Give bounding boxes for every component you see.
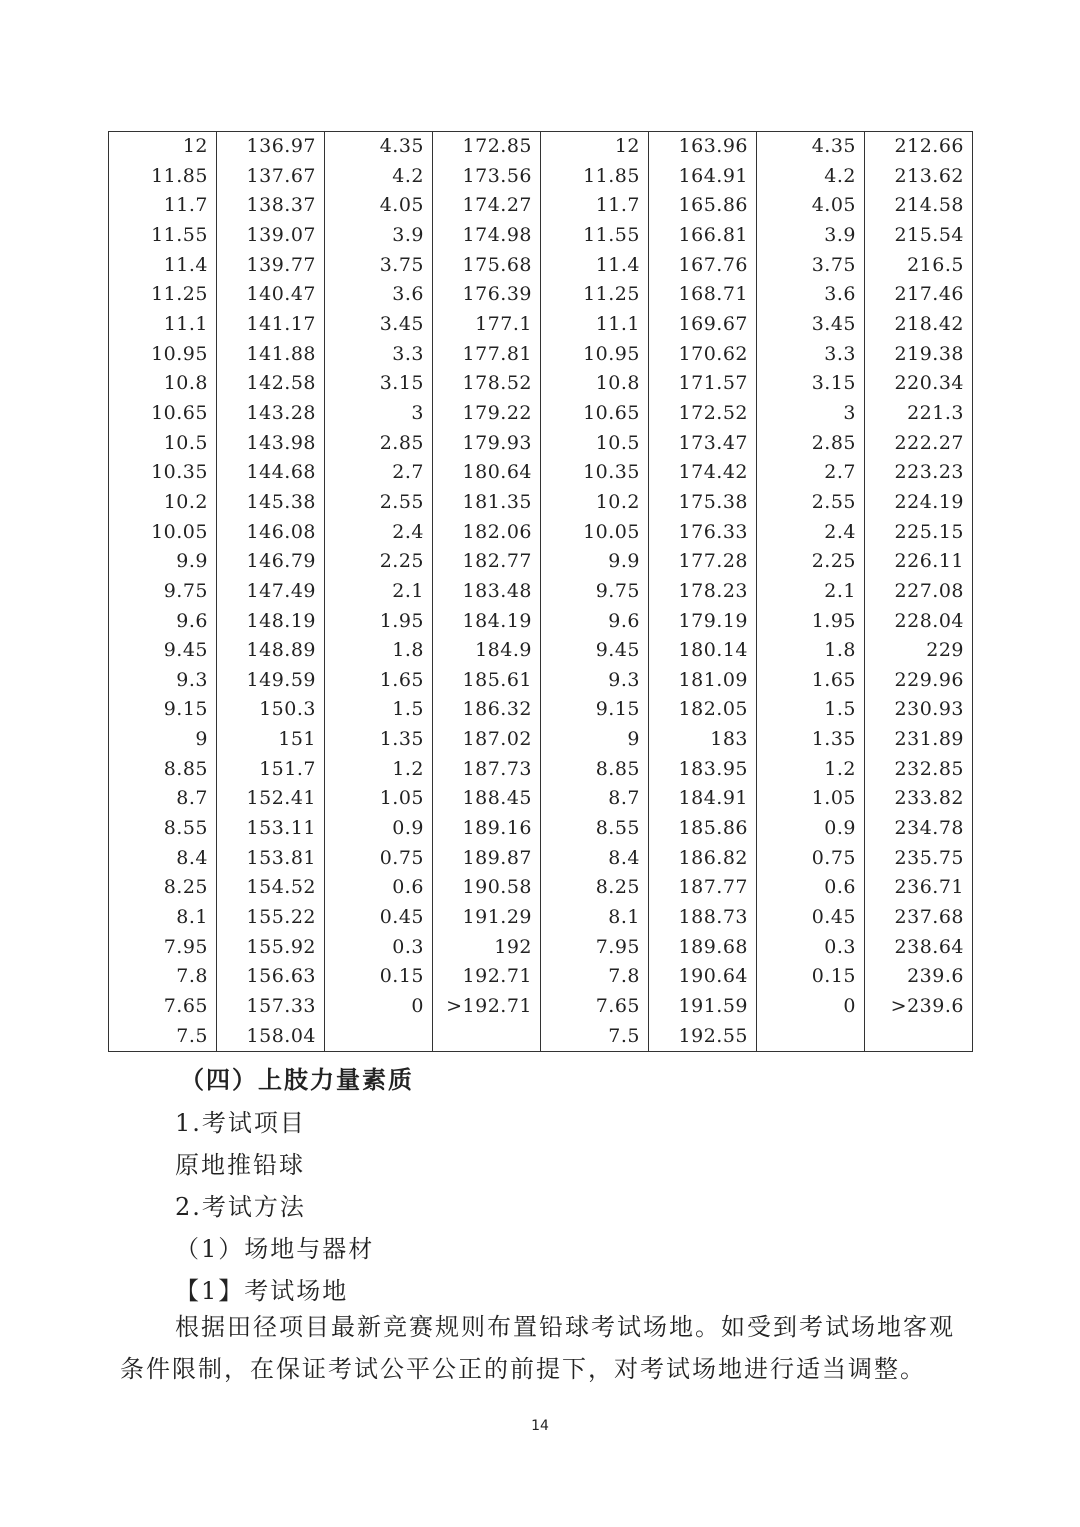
table-cell: 238.64 (865, 933, 973, 963)
table-cell: 10.65 (541, 399, 649, 429)
table-cell: 0.6 (757, 873, 865, 903)
table-cell: 189.16 (433, 814, 541, 844)
table-cell: 177.1 (433, 310, 541, 340)
table-cell: 2.7 (757, 458, 865, 488)
table-row (109, 458, 973, 488)
table-cell: 226.11 (865, 547, 973, 577)
table-cell: 8.7 (109, 784, 217, 814)
table-cell: 188.45 (433, 784, 541, 814)
table-cell: 187.02 (433, 725, 541, 755)
table-cell: 177.28 (649, 547, 757, 577)
table-cell: 7.65 (109, 992, 217, 1022)
table-cell: 3.75 (325, 251, 433, 281)
exam-method-title: 2.考试方法 (175, 1193, 306, 1221)
table-cell: 11.4 (541, 251, 649, 281)
table-cell: 215.54 (865, 221, 973, 251)
table-cell: 0.15 (325, 962, 433, 992)
table-cell: 3.15 (757, 369, 865, 399)
table-cell: 149.59 (217, 666, 325, 696)
table-cell: 182.05 (649, 695, 757, 725)
table-cell: 136.97 (217, 132, 325, 162)
table-cell: 143.98 (217, 429, 325, 459)
table-row (109, 695, 973, 725)
page-number: 14 (531, 1418, 549, 1434)
table-cell: 10.2 (541, 488, 649, 518)
table-cell: 0.3 (325, 933, 433, 963)
table-row (109, 162, 973, 192)
table-cell: 1.2 (757, 755, 865, 785)
table-cell: 10.05 (109, 518, 217, 548)
table-cell: 233.82 (865, 784, 973, 814)
table-cell: 174.98 (433, 221, 541, 251)
table-cell: 11.1 (541, 310, 649, 340)
table-cell: 144.68 (217, 458, 325, 488)
table-cell: 179.22 (433, 399, 541, 429)
exam-item-content: 原地推铅球 (175, 1151, 305, 1179)
table-cell: 167.76 (649, 251, 757, 281)
table-cell: 7.8 (109, 962, 217, 992)
table-cell: 191.59 (649, 992, 757, 1022)
table-cell: 7.5 (109, 1022, 217, 1052)
venue-paragraph: 根据田径项目最新竞赛规则布置铅球考试场地。如受到考试场地客观条件限制，在保证考试公平公正的前提下，对考试场地进行适当调整。 (120, 1313, 955, 1383)
table-cell: >239.6 (865, 992, 973, 1022)
table-cell: 236.71 (865, 873, 973, 903)
table-cell: 3.3 (757, 340, 865, 370)
table-cell: 179.19 (649, 607, 757, 637)
table-cell: 166.81 (649, 221, 757, 251)
table-row (109, 547, 973, 577)
table-cell: 9.9 (109, 547, 217, 577)
table-cell: 0.15 (757, 962, 865, 992)
table-cell: 0 (757, 992, 865, 1022)
table-cell: 11.25 (541, 280, 649, 310)
table-cell: 148.19 (217, 607, 325, 637)
table-cell: 2.55 (757, 488, 865, 518)
table-cell: 8.7 (541, 784, 649, 814)
table-cell: 187.77 (649, 873, 757, 903)
table-cell: 171.57 (649, 369, 757, 399)
table-cell: 150.3 (217, 695, 325, 725)
table-cell: 178.23 (649, 577, 757, 607)
table-cell: 8.85 (541, 755, 649, 785)
table-cell: 8.25 (541, 873, 649, 903)
table-cell: 11.85 (109, 162, 217, 192)
table-cell: 218.42 (865, 310, 973, 340)
table-cell: 0.9 (325, 814, 433, 844)
table-cell: 192 (433, 933, 541, 963)
table-cell: 1.5 (757, 695, 865, 725)
table-cell: 9.15 (541, 695, 649, 725)
table-cell: 184.19 (433, 607, 541, 637)
table-cell: 1.65 (757, 666, 865, 696)
table-cell: >192.71 (433, 992, 541, 1022)
venue-equipment-subtitle: （1）场地与器材 (175, 1235, 375, 1263)
table-cell: 11.55 (109, 221, 217, 251)
table-cell: 183.48 (433, 577, 541, 607)
table-cell: 186.32 (433, 695, 541, 725)
table-cell: 7.5 (541, 1022, 649, 1052)
table-cell: 11.85 (541, 162, 649, 192)
table-cell: 231.89 (865, 725, 973, 755)
table-cell: 8.85 (109, 755, 217, 785)
table-cell: 221.3 (865, 399, 973, 429)
table-cell: 4.05 (325, 191, 433, 221)
table-cell: 9 (109, 725, 217, 755)
table-cell: 11.4 (109, 251, 217, 281)
table-cell: 1.5 (325, 695, 433, 725)
table-cell: 214.58 (865, 191, 973, 221)
table-cell: 234.78 (865, 814, 973, 844)
exam-venue-subtitle: 【1】考试场地 (175, 1277, 349, 1305)
table-cell: 12 (109, 132, 217, 162)
table-cell: 2.7 (325, 458, 433, 488)
table-row (109, 429, 973, 459)
table-cell: 219.38 (865, 340, 973, 370)
table-row (109, 903, 973, 933)
table-cell: 2.4 (325, 518, 433, 548)
table-cell: 3.6 (757, 280, 865, 310)
table-cell: 172.85 (433, 132, 541, 162)
table-cell: 10.35 (541, 458, 649, 488)
table-cell: 156.63 (217, 962, 325, 992)
table-cell: 183.95 (649, 755, 757, 785)
table-cell: 0.3 (757, 933, 865, 963)
table-cell: 2.4 (757, 518, 865, 548)
table-cell: 8.25 (109, 873, 217, 903)
table-cell (757, 1022, 865, 1052)
table-row (109, 784, 973, 814)
table-cell: 2.1 (325, 577, 433, 607)
table-cell: 187.73 (433, 755, 541, 785)
table-cell: 175.38 (649, 488, 757, 518)
table-cell: 11.7 (109, 191, 217, 221)
table-cell: 1.8 (325, 636, 433, 666)
table-cell: 9.45 (109, 636, 217, 666)
table-cell: 9.6 (541, 607, 649, 637)
table-cell: 155.22 (217, 903, 325, 933)
table-cell: 184.91 (649, 784, 757, 814)
table-cell: 228.04 (865, 607, 973, 637)
table-cell: 230.93 (865, 695, 973, 725)
table-cell: 165.86 (649, 191, 757, 221)
table-cell: 184.9 (433, 636, 541, 666)
table-cell: 3.9 (757, 221, 865, 251)
table-cell: 0.75 (757, 844, 865, 874)
table-cell: 10.95 (109, 340, 217, 370)
table-cell: 188.73 (649, 903, 757, 933)
table-cell: 12 (541, 132, 649, 162)
table-cell: 232.85 (865, 755, 973, 785)
table-cell: 145.38 (217, 488, 325, 518)
table-cell: 213.62 (865, 162, 973, 192)
table-cell: 229.96 (865, 666, 973, 696)
table-cell: 180.64 (433, 458, 541, 488)
table-cell: 10.35 (109, 458, 217, 488)
table-cell: 164.91 (649, 162, 757, 192)
table-cell: 175.68 (433, 251, 541, 281)
table-cell: 139.77 (217, 251, 325, 281)
table-cell: 10.65 (109, 399, 217, 429)
table-cell: 182.06 (433, 518, 541, 548)
table-cell: 3.75 (757, 251, 865, 281)
table-cell: 3.15 (325, 369, 433, 399)
table-row (109, 221, 973, 251)
table-row (109, 310, 973, 340)
table-cell: 229 (865, 636, 973, 666)
table-cell: 146.08 (217, 518, 325, 548)
table-cell: 4.05 (757, 191, 865, 221)
table-row (109, 755, 973, 785)
table-cell: 9.75 (541, 577, 649, 607)
table-cell: 217.46 (865, 280, 973, 310)
table-cell: 9.9 (541, 547, 649, 577)
table-cell: 220.34 (865, 369, 973, 399)
table-cell: 173.56 (433, 162, 541, 192)
table-cell: 154.52 (217, 873, 325, 903)
table-row (109, 607, 973, 637)
table-cell: 0.45 (325, 903, 433, 933)
table-cell: 8.1 (109, 903, 217, 933)
table-cell: 1.95 (325, 607, 433, 637)
table-cell: 7.65 (541, 992, 649, 1022)
section-heading: （四）上肢力量素质 (180, 1065, 414, 1094)
table-cell: 155.92 (217, 933, 325, 963)
score-table-body (109, 132, 973, 1052)
table-cell: 0 (325, 992, 433, 1022)
table-row (109, 814, 973, 844)
table-cell: 1.35 (325, 725, 433, 755)
table-cell: 146.79 (217, 547, 325, 577)
table-cell: 9.3 (541, 666, 649, 696)
table-row (109, 369, 973, 399)
table-cell: 3.45 (325, 310, 433, 340)
table-cell: 163.96 (649, 132, 757, 162)
table-row (109, 1022, 973, 1052)
table-cell: 169.67 (649, 310, 757, 340)
table-cell: 8.1 (541, 903, 649, 933)
table-cell (865, 1022, 973, 1052)
score-table (108, 131, 973, 1052)
table-cell (325, 1022, 433, 1052)
table-cell: 10.05 (541, 518, 649, 548)
table-cell: 3 (325, 399, 433, 429)
table-cell: 189.68 (649, 933, 757, 963)
table-cell: 177.81 (433, 340, 541, 370)
table-cell: 10.5 (109, 429, 217, 459)
table-cell: 181.09 (649, 666, 757, 696)
table-cell: 225.15 (865, 518, 973, 548)
table-cell: 182.77 (433, 547, 541, 577)
table-cell: 239.6 (865, 962, 973, 992)
table-cell: 9.6 (109, 607, 217, 637)
table-cell: 3.3 (325, 340, 433, 370)
table-cell: 1.65 (325, 666, 433, 696)
table-cell: 2.1 (757, 577, 865, 607)
table-cell: 153.11 (217, 814, 325, 844)
table-cell: 11.55 (541, 221, 649, 251)
table-cell: 151.7 (217, 755, 325, 785)
table-cell: 2.25 (325, 547, 433, 577)
table-cell: 10.8 (109, 369, 217, 399)
table-cell: 9 (541, 725, 649, 755)
table-cell: 2.55 (325, 488, 433, 518)
table-cell: 11.1 (109, 310, 217, 340)
table-row (109, 725, 973, 755)
table-cell: 141.17 (217, 310, 325, 340)
table-row (109, 488, 973, 518)
table-cell: 1.35 (757, 725, 865, 755)
table-cell: 168.71 (649, 280, 757, 310)
table-cell: 212.66 (865, 132, 973, 162)
table-cell: 1.05 (757, 784, 865, 814)
table-cell: 224.19 (865, 488, 973, 518)
table-cell: 192.71 (433, 962, 541, 992)
table-cell: 137.67 (217, 162, 325, 192)
table-cell: 222.27 (865, 429, 973, 459)
table-cell: 7.8 (541, 962, 649, 992)
table-cell: 2.85 (325, 429, 433, 459)
table-cell: 192.55 (649, 1022, 757, 1052)
table-cell: 10.2 (109, 488, 217, 518)
table-cell: 190.58 (433, 873, 541, 903)
table-cell: 180.14 (649, 636, 757, 666)
table-cell: 8.55 (541, 814, 649, 844)
table-cell: 147.49 (217, 577, 325, 607)
table-cell: 10.95 (541, 340, 649, 370)
table-cell: 174.42 (649, 458, 757, 488)
table-cell: 11.25 (109, 280, 217, 310)
table-row (109, 251, 973, 281)
table-cell: 1.05 (325, 784, 433, 814)
table-cell: 157.33 (217, 992, 325, 1022)
table-cell: 1.8 (757, 636, 865, 666)
table-cell: 1.95 (757, 607, 865, 637)
table-cell: 142.58 (217, 369, 325, 399)
table-row (109, 666, 973, 696)
table-row (109, 280, 973, 310)
table-cell: 7.95 (541, 933, 649, 963)
table-cell: 189.87 (433, 844, 541, 874)
table-cell: 4.35 (325, 132, 433, 162)
table-cell: 1.2 (325, 755, 433, 785)
table-cell: 138.37 (217, 191, 325, 221)
table-cell: 3.45 (757, 310, 865, 340)
table-row (109, 518, 973, 548)
table-cell: 152.41 (217, 784, 325, 814)
table-cell: 190.64 (649, 962, 757, 992)
table-cell: 178.52 (433, 369, 541, 399)
table-cell: 3.6 (325, 280, 433, 310)
table-cell: 0.9 (757, 814, 865, 844)
table-cell: 4.2 (325, 162, 433, 192)
table-cell: 176.33 (649, 518, 757, 548)
table-row (109, 873, 973, 903)
table-row (109, 577, 973, 607)
table-row (109, 962, 973, 992)
table-cell: 9.75 (109, 577, 217, 607)
table-cell: 2.25 (757, 547, 865, 577)
table-cell: 170.62 (649, 340, 757, 370)
table-cell: 0.75 (325, 844, 433, 874)
table-cell: 172.52 (649, 399, 757, 429)
table-cell: 11.7 (541, 191, 649, 221)
table-cell: 9.3 (109, 666, 217, 696)
table-row (109, 844, 973, 874)
table-cell: 139.07 (217, 221, 325, 251)
table-cell: 227.08 (865, 577, 973, 607)
table-cell: 3.9 (325, 221, 433, 251)
table-cell: 4.35 (757, 132, 865, 162)
table-cell: 4.2 (757, 162, 865, 192)
table-cell: 235.75 (865, 844, 973, 874)
table-cell: 0.45 (757, 903, 865, 933)
table-cell: 8.4 (541, 844, 649, 874)
table-cell: 10.8 (541, 369, 649, 399)
table-cell: 148.89 (217, 636, 325, 666)
table-cell: 8.55 (109, 814, 217, 844)
table-cell: 10.5 (541, 429, 649, 459)
table-cell: 174.27 (433, 191, 541, 221)
table-cell: 179.93 (433, 429, 541, 459)
table-cell: 223.23 (865, 458, 973, 488)
table-cell: 143.28 (217, 399, 325, 429)
table-cell: 186.82 (649, 844, 757, 874)
table-cell: 9.45 (541, 636, 649, 666)
table-row (109, 992, 973, 1022)
table-cell: 191.29 (433, 903, 541, 933)
table-cell: 7.95 (109, 933, 217, 963)
table-cell: 0.6 (325, 873, 433, 903)
table-cell: 158.04 (217, 1022, 325, 1052)
table-cell: 153.81 (217, 844, 325, 874)
table-cell: 173.47 (649, 429, 757, 459)
table-row (109, 191, 973, 221)
table-cell: 2.85 (757, 429, 865, 459)
table-cell: 9.15 (109, 695, 217, 725)
table-cell: 176.39 (433, 280, 541, 310)
table-cell: 141.88 (217, 340, 325, 370)
table-cell (433, 1022, 541, 1052)
table-row (109, 933, 973, 963)
table-cell: 185.61 (433, 666, 541, 696)
table-row (109, 636, 973, 666)
table-cell: 151 (217, 725, 325, 755)
table-cell: 8.4 (109, 844, 217, 874)
table-cell: 185.86 (649, 814, 757, 844)
table-row (109, 340, 973, 370)
exam-item-title: 1.考试项目 (175, 1109, 306, 1137)
table-cell: 216.5 (865, 251, 973, 281)
table-cell: 183 (649, 725, 757, 755)
table-cell: 181.35 (433, 488, 541, 518)
table-cell: 237.68 (865, 903, 973, 933)
table-cell: 140.47 (217, 280, 325, 310)
table-row (109, 399, 973, 429)
table-row (109, 132, 973, 162)
table-cell: 3 (757, 399, 865, 429)
